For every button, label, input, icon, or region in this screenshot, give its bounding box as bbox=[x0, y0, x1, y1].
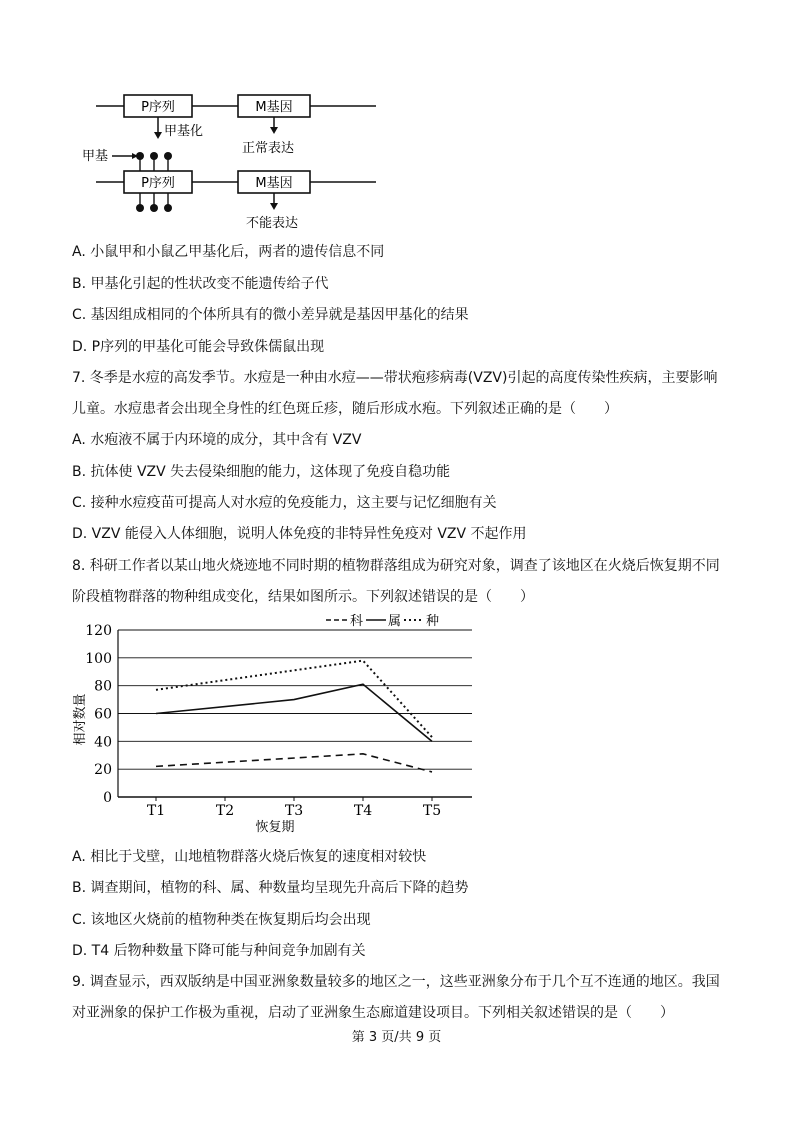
q9-stem-line1: 9. 调查显示，西双版纳是中国亚洲象数量较多的地区之一，这些亚洲象分布于几个互不连通的地区。我国 bbox=[72, 974, 720, 990]
normal-expression-label: 正常表达 bbox=[242, 141, 295, 156]
p-sequence-label-top: P序列 bbox=[141, 100, 175, 115]
legend-label: 属 bbox=[388, 614, 402, 629]
q6-option-a: A. 小鼠甲和小鼠乙甲基化后，两者的遗传信息不同 bbox=[72, 244, 385, 260]
recovery-line-chart bbox=[68, 612, 488, 834]
q6-option-d: D. P序列的甲基化可能会导致侏儒鼠出现 bbox=[72, 339, 325, 355]
methyl-groups-top bbox=[136, 152, 172, 172]
methylation-label: 甲基化 bbox=[164, 124, 204, 139]
y-tick-label: 60 bbox=[94, 706, 112, 723]
no-expression-label: 不能表达 bbox=[246, 216, 299, 231]
p-sequence-label-bottom: P序列 bbox=[141, 176, 175, 191]
q7-option-a: A. 水疱液不属于内环境的成分，其中含有 VZV bbox=[72, 432, 362, 448]
y-tick-label: 0 bbox=[103, 790, 112, 806]
y-tick-label: 120 bbox=[85, 623, 112, 639]
y-tick-label: 80 bbox=[94, 678, 112, 695]
arrow-down-icon bbox=[270, 203, 278, 210]
q7-option-b: B. 抗体使 VZV 失去侵染细胞的能力，这体现了免疫自稳功能 bbox=[72, 464, 451, 480]
x-tick-label: T2 bbox=[215, 803, 235, 819]
methyl-groups-bottom bbox=[136, 193, 172, 212]
q8-option-a: A. 相比于戈壁，山地植物群落火烧后恢复的速度相对较快 bbox=[72, 849, 427, 865]
x-tick-label: T5 bbox=[422, 803, 442, 819]
x-axis-label: 恢复期 bbox=[255, 820, 295, 834]
methyl-label: 甲基 bbox=[82, 149, 109, 164]
q6-option-c: C. 基因组成相同的个体所具有的微小差异就是基因甲基化的结果 bbox=[72, 307, 469, 323]
m-gene-label-top: M基因 bbox=[255, 100, 293, 115]
y-axis-label: 相对数量 bbox=[73, 693, 88, 746]
x-tick-label: T1 bbox=[146, 803, 166, 819]
legend-label: 种 bbox=[426, 614, 440, 629]
q8-option-c: C. 该地区火烧前的植物种类在恢复期后均会出现 bbox=[72, 912, 371, 928]
q6-option-b: B. 甲基化引起的性状改变不能遗传给子代 bbox=[72, 276, 329, 292]
y-tick-label: 40 bbox=[94, 734, 112, 751]
q7-option-c: C. 接种水痘疫苗可提高人对水痘的免疫能力，这主要与记忆细胞有关 bbox=[72, 495, 497, 511]
q9-stem-line2: 对亚洲象的保护工作极为重视，启动了亚洲象生态廊道建设项目。下列相关叙述错误的是（ ） bbox=[72, 1005, 674, 1021]
q7-stem-line1: 7. 冬季是水痘的高发季节。水痘是一种由水痘——带状疱疹病毒(VZV)引起的高度传染性疾病，主要影响 bbox=[72, 370, 718, 386]
arrow-down-icon bbox=[270, 127, 278, 134]
y-tick-label: 20 bbox=[94, 762, 112, 779]
legend-label: 科 bbox=[350, 614, 364, 629]
q8-stem-line1: 8. 科研工作者以某山地火烧迹地不同时期的植物群落组成为研究对象，调查了该地区在火烧后恢复期不同 bbox=[72, 558, 720, 574]
methylation-diagram bbox=[78, 84, 398, 234]
q8-option-d: D. T4 后物种数量下降可能与种间竞争加剧有关 bbox=[72, 943, 366, 959]
x-tick-label: T4 bbox=[353, 803, 373, 819]
x-tick-label: T3 bbox=[284, 803, 304, 819]
m-gene-label-bottom: M基因 bbox=[255, 176, 293, 191]
arrow-down-icon bbox=[154, 132, 162, 139]
q8-option-b: B. 调查期间，植物的科、属、种数量均呈现先升高后下降的趋势 bbox=[72, 880, 469, 896]
q8-stem-line2: 阶段植物群落的物种组成变化，结果如图所示。下列叙述错误的是（ ） bbox=[72, 589, 534, 605]
series-line-solid bbox=[156, 684, 432, 741]
page-footer: 第 3 页/共 9 页 bbox=[351, 1030, 442, 1045]
q7-option-d: D. VZV 能侵入人体细胞，说明人体免疫的非特异性免疫对 VZV 不起作用 bbox=[72, 526, 527, 542]
q7-stem-line2: 儿童。水痘患者会出现全身性的红色斑丘疹，随后形成水疱。下列叙述正确的是（ ） bbox=[72, 401, 618, 417]
y-tick-label: 100 bbox=[85, 650, 112, 667]
